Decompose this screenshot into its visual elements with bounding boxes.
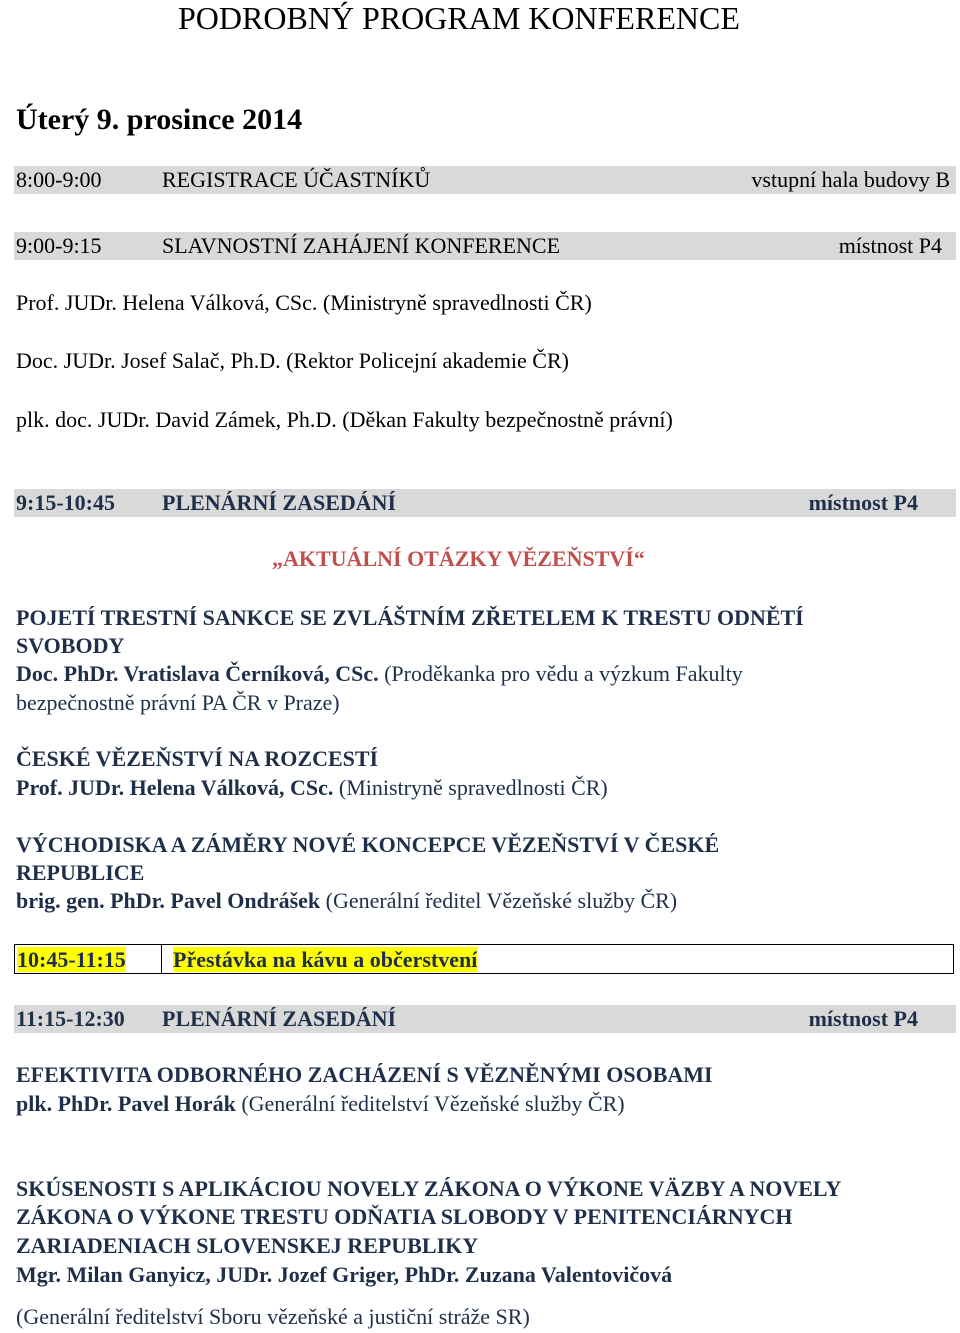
- schedule-row-plenary-2: [14, 1005, 956, 1033]
- talk-speaker-line: [16, 1091, 625, 1117]
- row-title: PLENÁRNÍ ZASEDÁNÍ: [162, 490, 397, 515]
- opening-speaker: Prof. JUDr. Helena Válková, CSc. (Ministryně spravedlnosti ČR): [16, 290, 592, 315]
- talk-title: EFEKTIVITA ODBORNÉHO ZACHÁZENÍ S VĚZNĚNÝMI OSOBAMI: [16, 1062, 713, 1087]
- row-place: místnost P4: [838, 233, 942, 258]
- talk-title: ZÁKONA O VÝKONE TRESTU ODŇATIA SLOBODY V PENITENCIÁRNYCH: [16, 1204, 793, 1229]
- session-title: „AKTUÁLNÍ OTÁZKY VĚZEŇSTVÍ“: [272, 546, 645, 571]
- talk-affiliation-line2: (Generální ředitelství Sboru vězeňské a justiční stráže SR): [16, 1304, 530, 1329]
- schedule-row-opening: [14, 232, 956, 260]
- schedule-row-registration: [14, 166, 956, 194]
- talk-speaker: brig. gen. PhDr. Pavel Ondrášek: [16, 888, 321, 913]
- talk-speaker-line: [16, 661, 743, 687]
- row-place: místnost P4: [808, 490, 918, 515]
- coffee-break-row: [14, 944, 954, 974]
- row-title: PLENÁRNÍ ZASEDÁNÍ: [162, 1006, 397, 1031]
- talk-speaker: Doc. PhDr. Vratislava Černíková, CSc.: [16, 661, 379, 686]
- talk-speaker: plk. PhDr. Pavel Horák: [16, 1091, 236, 1116]
- row-place: vstupní hala budovy B: [751, 167, 950, 192]
- talk-affiliation: (Ministryně spravedlnosti ČR): [333, 775, 608, 800]
- talk-title: POJETÍ TRESTNÍ SANKCE SE ZVLÁŠTNÍM ZŘETELEM K TRESTU ODNĚTÍ: [16, 605, 804, 630]
- talk-title: SKÚSENOSTI S APLIKÁCIOU NOVELY ZÁKONA O VÝKONE VÄZBY A NOVELY: [16, 1176, 842, 1201]
- break-label: Přestávka na kávu a občerstvení: [173, 947, 478, 972]
- row-place: místnost P4: [808, 1006, 918, 1031]
- talk-title: ČESKÉ VĚZEŇSTVÍ NA ROZCESTÍ: [16, 746, 379, 771]
- talk-title: ZARIADENIACH SLOVENSKEJ REPUBLIKY: [16, 1233, 479, 1258]
- break-time: 10:45-11:15: [17, 947, 126, 972]
- row-time: 9:00-9:15: [16, 233, 102, 258]
- talk-title: SVOBODY: [16, 633, 125, 658]
- opening-speaker: Doc. JUDr. Josef Salač, Ph.D. (Rektor Policejní akademie ČR): [16, 348, 569, 373]
- opening-speaker: plk. doc. JUDr. David Zámek, Ph.D. (Děkan Fakulty bezpečnostně právní): [16, 407, 673, 432]
- talk-speaker-line: [16, 888, 677, 914]
- talk-affiliation: (Generální ředitelství Vězeňské služby ČR): [235, 1091, 625, 1116]
- row-title: REGISTRACE ÚČASTNÍKŮ: [162, 167, 431, 192]
- schedule-row-plenary-1: [14, 489, 956, 517]
- talk-affiliation: (Generální ředitel Vězeňské služby ČR): [320, 888, 678, 913]
- talk-affiliation: (Proděkanka pro vědu a výzkum Fakulty: [378, 661, 743, 686]
- talk-speaker-line: [16, 775, 608, 801]
- date-heading: Úterý 9. prosince 2014: [16, 103, 303, 136]
- talk-affiliation-line2: bezpečnostně právní PA ČR v Praze): [16, 690, 340, 715]
- talk-title: VÝCHODISKA A ZÁMĚRY NOVÉ KONCEPCE VĚZEŇSTVÍ V ČESKÉ: [16, 832, 720, 857]
- talk-speaker: Prof. JUDr. Helena Válková, CSc.: [16, 775, 334, 800]
- row-title: SLAVNOSTNÍ ZAHÁJENÍ KONFERENCE: [162, 233, 561, 258]
- row-time: 11:15-12:30: [16, 1006, 125, 1031]
- talk-speaker: Mgr. Milan Ganyicz, JUDr. Jozef Griger, PhDr. Zuzana Valentovičová: [16, 1262, 673, 1287]
- talk-title: REPUBLICE: [16, 860, 145, 885]
- page-title: PODROBNÝ PROGRAM KONFERENCE: [178, 0, 740, 36]
- row-time: 9:15-10:45: [16, 490, 115, 515]
- row-time: 8:00-9:00: [16, 167, 102, 192]
- talk-speaker-line: [16, 1262, 672, 1288]
- divider: [161, 945, 162, 973]
